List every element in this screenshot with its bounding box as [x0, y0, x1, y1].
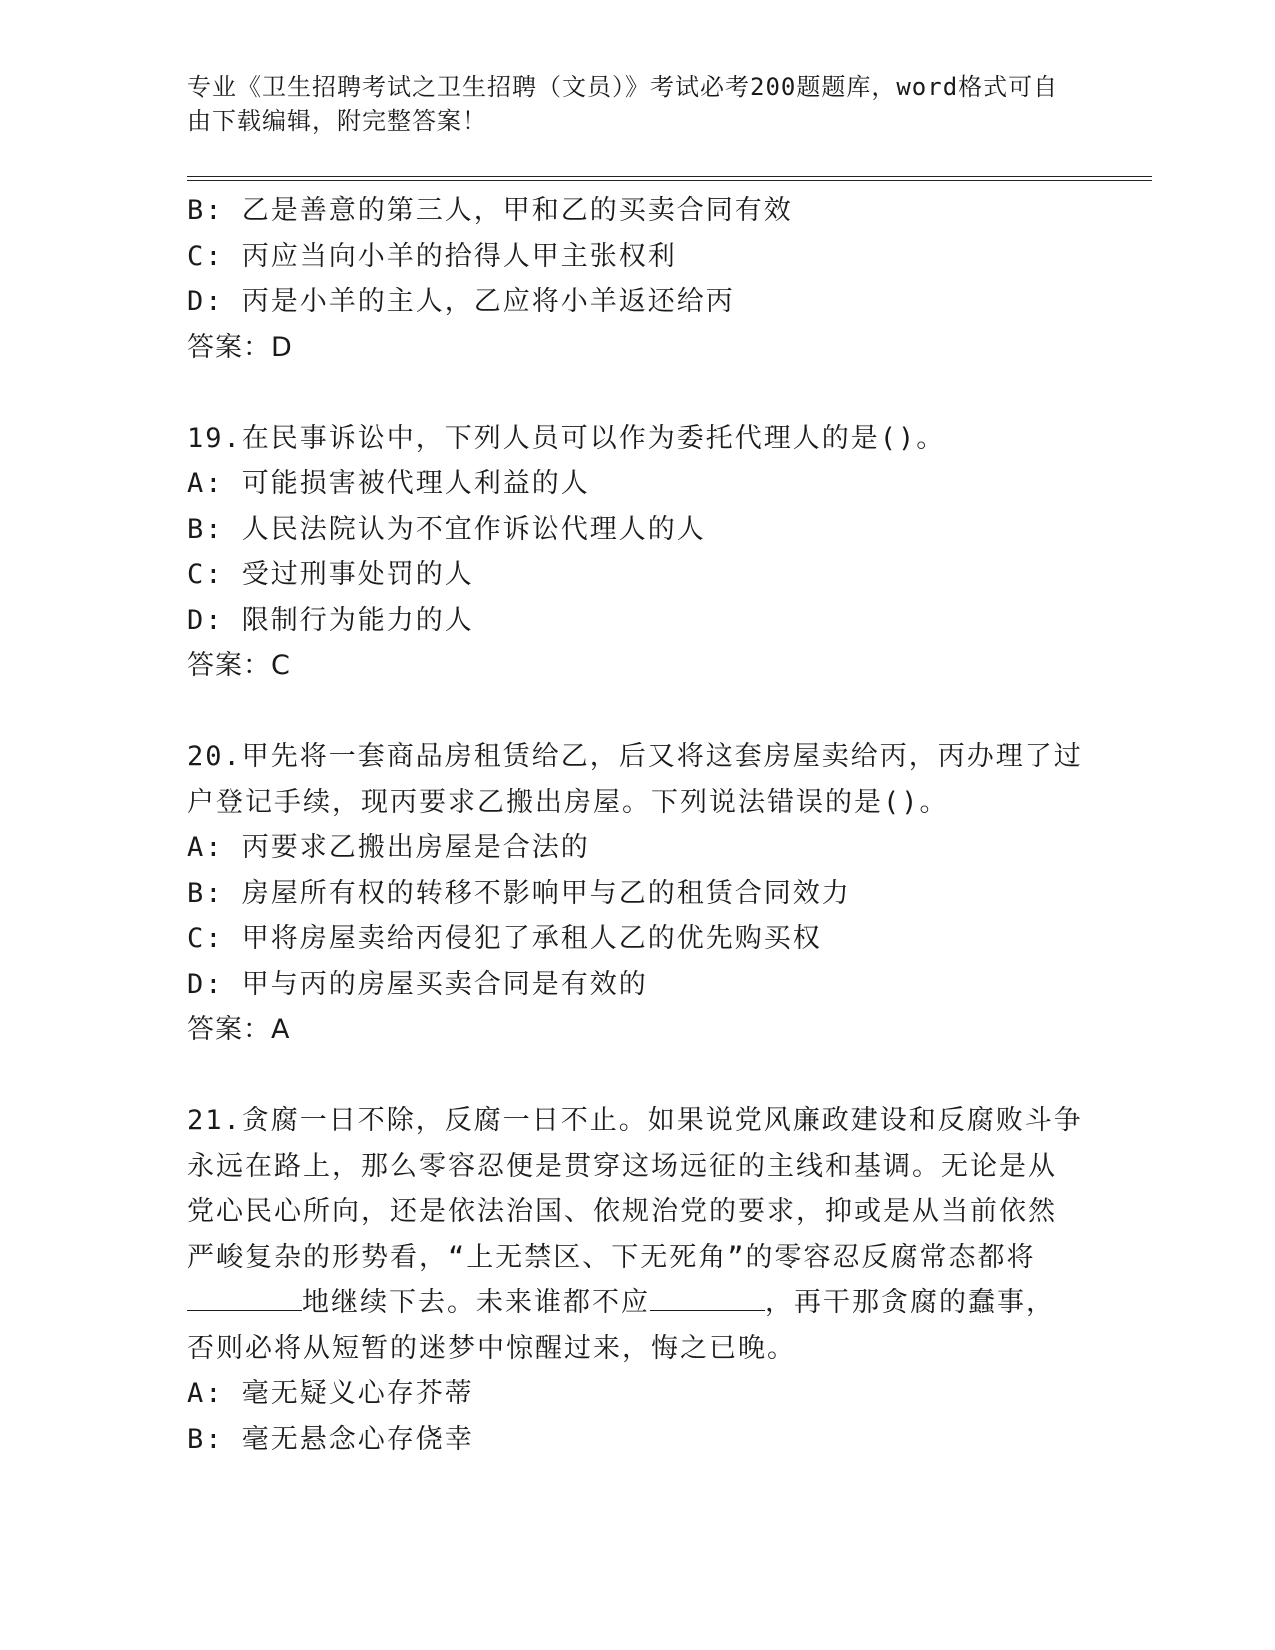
- q20-option-b: B: 房屋所有权的转移不影响甲与乙的租赁合同效力: [187, 877, 851, 909]
- header-line-1: 专业《卫生招聘考试之卫生招聘（文员）》考试必考200题题库，word格式可自: [187, 73, 1059, 101]
- q20-answer: 答案：A: [187, 1014, 291, 1045]
- q19-stem: 19.在民事诉讼中，下列人员可以作为委托代理人的是()。: [187, 422, 946, 454]
- header-line-2: 由下载编辑，附完整答案！: [187, 107, 487, 135]
- q21-stem-line-5-mid: 地继续下去。未来谁都不应: [302, 1287, 650, 1318]
- spacer: [187, 370, 1087, 416]
- q21-stem-line-5: [187, 1280, 1087, 1326]
- document-header: [187, 70, 1067, 138]
- fill-blank-1: [187, 1286, 302, 1311]
- q21-stem-line-2: 永远在路上，那么零容忍便是贯穿这场远征的主线和基调。无论是从: [187, 1150, 1057, 1182]
- q20-option-a: A: 丙要求乙搬出房屋是合法的: [187, 832, 590, 863]
- spacer: [187, 689, 1087, 735]
- spacer: [187, 1053, 1087, 1099]
- q19-option-b: B: 人民法院认为不宜作诉讼代理人的人: [187, 513, 706, 545]
- fill-blank-2: [650, 1286, 765, 1311]
- question-content: [187, 188, 1087, 1462]
- question-21: [187, 1098, 1087, 1462]
- q20-stem-line-2: 户登记手续，现丙要求乙搬出房屋。下列说法错误的是()。: [187, 786, 949, 818]
- q21-stem-line-1: 21.贪腐一日不除，反腐一日不止。如果说党风廉政建设和反腐败斗争: [187, 1105, 1083, 1136]
- question-18-tail: [187, 188, 1087, 370]
- q21-stem-line-4: 严峻复杂的形势看，“上无禁区、下无死角”的零容忍反腐常态都将: [187, 1241, 1036, 1273]
- q19-answer: 答案：C: [187, 650, 291, 681]
- question-20: [187, 734, 1087, 1053]
- q19-option-d: D: 限制行为能力的人: [187, 604, 474, 636]
- q18-option-c: C: 丙应当向小羊的拾得人甲主张权利: [187, 240, 677, 272]
- q18-option-b: B: 乙是善意的第三人，甲和乙的买卖合同有效: [187, 195, 793, 226]
- q18-option-d: D: 丙是小羊的主人，乙应将小羊返还给丙: [187, 286, 735, 317]
- q21-stem-line-6: 否则必将从短暂的迷梦中惊醒过来，悔之已晚。: [187, 1332, 796, 1364]
- header-divider: [187, 176, 1152, 181]
- q21-stem-line-3: 党心民心所向，还是依法治国、依规治党的要求，抑或是从当前依然: [187, 1196, 1057, 1227]
- question-19: [187, 416, 1087, 689]
- q19-option-c: C: 受过刑事处罚的人: [187, 559, 474, 590]
- q20-stem-line-1: 20.甲先将一套商品房租赁给乙，后又将这套房屋卖给丙，丙办理了过: [187, 741, 1083, 772]
- q20-option-d: D: 甲与丙的房屋买卖合同是有效的: [187, 968, 648, 1000]
- q21-stem-line-5-end: ，再干那贪腐的蠢事，: [765, 1287, 1055, 1318]
- q20-option-c: C: 甲将房屋卖给丙侵犯了承租人乙的优先购买权: [187, 923, 822, 954]
- q19-option-a: A: 可能损害被代理人利益的人: [187, 468, 590, 499]
- q21-option-a: A: 毫无疑义心存芥蒂: [187, 1378, 474, 1409]
- q21-option-b: B: 毫无悬念心存侥幸: [187, 1423, 474, 1455]
- q18-answer: 答案：D: [187, 331, 293, 363]
